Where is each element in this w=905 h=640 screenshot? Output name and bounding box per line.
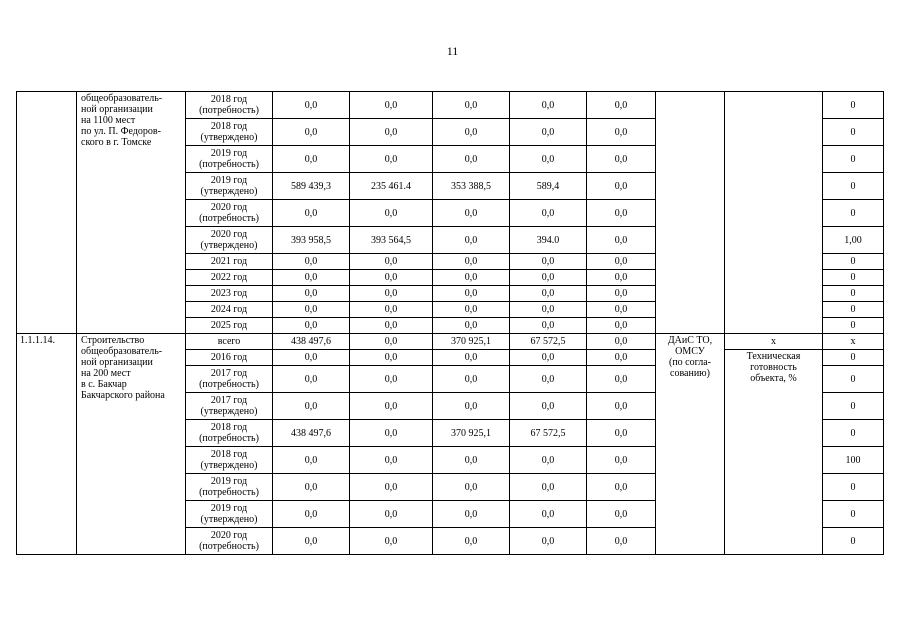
indicator-value-cell: 0: [823, 92, 884, 119]
table-row: [17, 92, 884, 119]
period-cell: 2016 год: [186, 350, 273, 366]
value-cell: 0,0: [273, 474, 350, 501]
value-cell: 0,0: [273, 146, 350, 173]
indicator-value-cell: 0: [823, 318, 884, 334]
value-cell: 0,0: [433, 366, 510, 393]
indicator-value-cell: 0: [823, 528, 884, 555]
value-cell: 0,0: [587, 420, 656, 447]
value-cell: 0,0: [587, 447, 656, 474]
value-cell: 67 572,5: [510, 420, 587, 447]
period-cell: 2018 год (потребность): [186, 420, 273, 447]
indicator-value-cell: 0: [823, 420, 884, 447]
value-cell: 0,0: [587, 119, 656, 146]
value-cell: 0,0: [350, 350, 433, 366]
value-cell: 0,0: [433, 474, 510, 501]
indicator-value-cell: 0: [823, 286, 884, 302]
value-cell: 0,0: [433, 200, 510, 227]
value-cell: 0,0: [350, 92, 433, 119]
indicator-value-cell: 0: [823, 146, 884, 173]
indicator-value-cell: 0: [823, 393, 884, 420]
value-cell: 0,0: [273, 254, 350, 270]
indicator-name-cell: [725, 92, 823, 334]
value-cell: 0,0: [433, 92, 510, 119]
value-cell: 0,0: [350, 420, 433, 447]
page-number: 11: [446, 44, 459, 58]
item-name: общеобразователь- ной организации на 1100 мест по ул. П. Федоров- ского в г. Томске: [77, 92, 186, 334]
value-cell: 0,0: [273, 528, 350, 555]
value-cell: 0,0: [350, 447, 433, 474]
value-cell: 0,0: [433, 318, 510, 334]
value-cell: 370 925,1: [433, 420, 510, 447]
value-cell: 0,0: [433, 227, 510, 254]
indicator-value-cell: х: [823, 334, 884, 350]
value-cell: 0,0: [587, 92, 656, 119]
value-cell: 0,0: [510, 318, 587, 334]
value-cell: 0,0: [510, 254, 587, 270]
value-cell: 0,0: [350, 119, 433, 146]
value-cell: 0,0: [433, 146, 510, 173]
indicator-value-cell: 0: [823, 474, 884, 501]
period-cell: 2017 год (утверждено): [186, 393, 273, 420]
value-cell: 0,0: [587, 350, 656, 366]
item-code: [17, 92, 77, 334]
value-cell: 0,0: [433, 393, 510, 420]
value-cell: 0,0: [587, 173, 656, 200]
period-cell: 2018 год (потребность): [186, 92, 273, 119]
value-cell: 0,0: [510, 146, 587, 173]
value-cell: 0,0: [273, 393, 350, 420]
value-cell: 0,0: [350, 393, 433, 420]
value-cell: 0,0: [510, 200, 587, 227]
value-cell: 0,0: [433, 254, 510, 270]
value-cell: 0,0: [273, 119, 350, 146]
value-cell: 0,0: [273, 286, 350, 302]
value-cell: 0,0: [510, 350, 587, 366]
value-cell: 0,0: [510, 270, 587, 286]
indicator-value-cell: 0: [823, 501, 884, 528]
indicator-value-cell: 0: [823, 119, 884, 146]
indicator-name-cell: Техническая готовность объекта, %: [725, 350, 823, 555]
value-cell: 0,0: [587, 302, 656, 318]
value-cell: 353 388,5: [433, 173, 510, 200]
value-cell: 0,0: [273, 200, 350, 227]
value-cell: 0,0: [273, 92, 350, 119]
value-cell: 0,0: [510, 447, 587, 474]
value-cell: 0,0: [273, 447, 350, 474]
period-cell: 2019 год (потребность): [186, 146, 273, 173]
value-cell: 0,0: [433, 119, 510, 146]
executor-cell: ДАиС ТО, ОМСУ (по согла- сованию): [656, 334, 725, 555]
value-cell: 0,0: [587, 146, 656, 173]
period-cell: 2020 год (потребность): [186, 200, 273, 227]
value-cell: 0,0: [587, 318, 656, 334]
value-cell: 589,4: [510, 173, 587, 200]
value-cell: 0,0: [273, 318, 350, 334]
indicator-total-cell: х: [725, 334, 823, 350]
value-cell: 0,0: [587, 270, 656, 286]
indicator-value-cell: 0: [823, 366, 884, 393]
value-cell: 0,0: [433, 501, 510, 528]
indicator-value-cell: 0: [823, 270, 884, 286]
value-cell: 235 461.4: [350, 173, 433, 200]
value-cell: 370 925,1: [433, 334, 510, 350]
item-name: Строительство общеобразователь- ной организации на 200 мест в с. Бакчар Бакчарского района: [77, 334, 186, 555]
period-cell: 2025 год: [186, 318, 273, 334]
value-cell: 0,0: [433, 447, 510, 474]
period-cell: 2018 год (утверждено): [186, 447, 273, 474]
value-cell: 0,0: [350, 474, 433, 501]
indicator-value-cell: 0: [823, 302, 884, 318]
indicator-value-cell: 100: [823, 447, 884, 474]
value-cell: 0,0: [587, 227, 656, 254]
period-cell: 2019 год (утверждено): [186, 173, 273, 200]
period-cell: 2017 год (потребность): [186, 366, 273, 393]
value-cell: 0,0: [433, 528, 510, 555]
value-cell: 394.0: [510, 227, 587, 254]
value-cell: 0,0: [587, 393, 656, 420]
value-cell: 0,0: [350, 501, 433, 528]
value-cell: 0,0: [273, 366, 350, 393]
program-table: [16, 91, 884, 555]
period-cell: 2021 год: [186, 254, 273, 270]
value-cell: 589 439,3: [273, 173, 350, 200]
indicator-value-cell: 0: [823, 200, 884, 227]
value-cell: 0,0: [433, 286, 510, 302]
value-cell: 0,0: [273, 270, 350, 286]
indicator-value-cell: 1,00: [823, 227, 884, 254]
value-cell: 0,0: [587, 501, 656, 528]
period-cell: 2020 год (утверждено): [186, 227, 273, 254]
value-cell: 0,0: [350, 318, 433, 334]
executor-cell: [656, 92, 725, 334]
value-cell: 0,0: [510, 302, 587, 318]
period-cell: 2019 год (потребность): [186, 474, 273, 501]
value-cell: 0,0: [510, 501, 587, 528]
value-cell: 0,0: [587, 254, 656, 270]
value-cell: 438 497,6: [273, 334, 350, 350]
value-cell: 0,0: [587, 366, 656, 393]
value-cell: 0,0: [587, 200, 656, 227]
value-cell: 393 958,5: [273, 227, 350, 254]
value-cell: 0,0: [350, 146, 433, 173]
table-row: [17, 334, 884, 350]
value-cell: 0,0: [350, 302, 433, 318]
value-cell: 438 497,6: [273, 420, 350, 447]
value-cell: 0,0: [587, 334, 656, 350]
period-cell: 2023 год: [186, 286, 273, 302]
value-cell: 0,0: [510, 92, 587, 119]
value-cell: 0,0: [587, 528, 656, 555]
value-cell: 0,0: [350, 334, 433, 350]
value-cell: 0,0: [273, 350, 350, 366]
period-cell: 2019 год (утверждено): [186, 501, 273, 528]
value-cell: 0,0: [433, 350, 510, 366]
value-cell: 0,0: [510, 286, 587, 302]
value-cell: 0,0: [510, 119, 587, 146]
value-cell: 0,0: [273, 501, 350, 528]
value-cell: 0,0: [433, 302, 510, 318]
period-cell: 2024 год: [186, 302, 273, 318]
value-cell: 0,0: [273, 302, 350, 318]
value-cell: 0,0: [350, 254, 433, 270]
value-cell: 0,0: [350, 286, 433, 302]
period-cell: 2020 год (потребность): [186, 528, 273, 555]
period-cell: всего: [186, 334, 273, 350]
value-cell: 0,0: [350, 528, 433, 555]
value-cell: 0,0: [433, 270, 510, 286]
period-cell: 2018 год (утверждено): [186, 119, 273, 146]
value-cell: 393 564,5: [350, 227, 433, 254]
period-cell: 2022 год: [186, 270, 273, 286]
indicator-value-cell: 0: [823, 254, 884, 270]
indicator-value-cell: 0: [823, 350, 884, 366]
value-cell: 0,0: [587, 286, 656, 302]
value-cell: 0,0: [510, 393, 587, 420]
value-cell: 67 572,5: [510, 334, 587, 350]
value-cell: 0,0: [510, 366, 587, 393]
value-cell: 0,0: [350, 270, 433, 286]
value-cell: 0,0: [350, 200, 433, 227]
indicator-value-cell: 0: [823, 173, 884, 200]
value-cell: 0,0: [587, 474, 656, 501]
value-cell: 0,0: [510, 528, 587, 555]
value-cell: 0,0: [350, 366, 433, 393]
value-cell: 0,0: [510, 474, 587, 501]
item-code: 1.1.1.14.: [17, 334, 77, 555]
